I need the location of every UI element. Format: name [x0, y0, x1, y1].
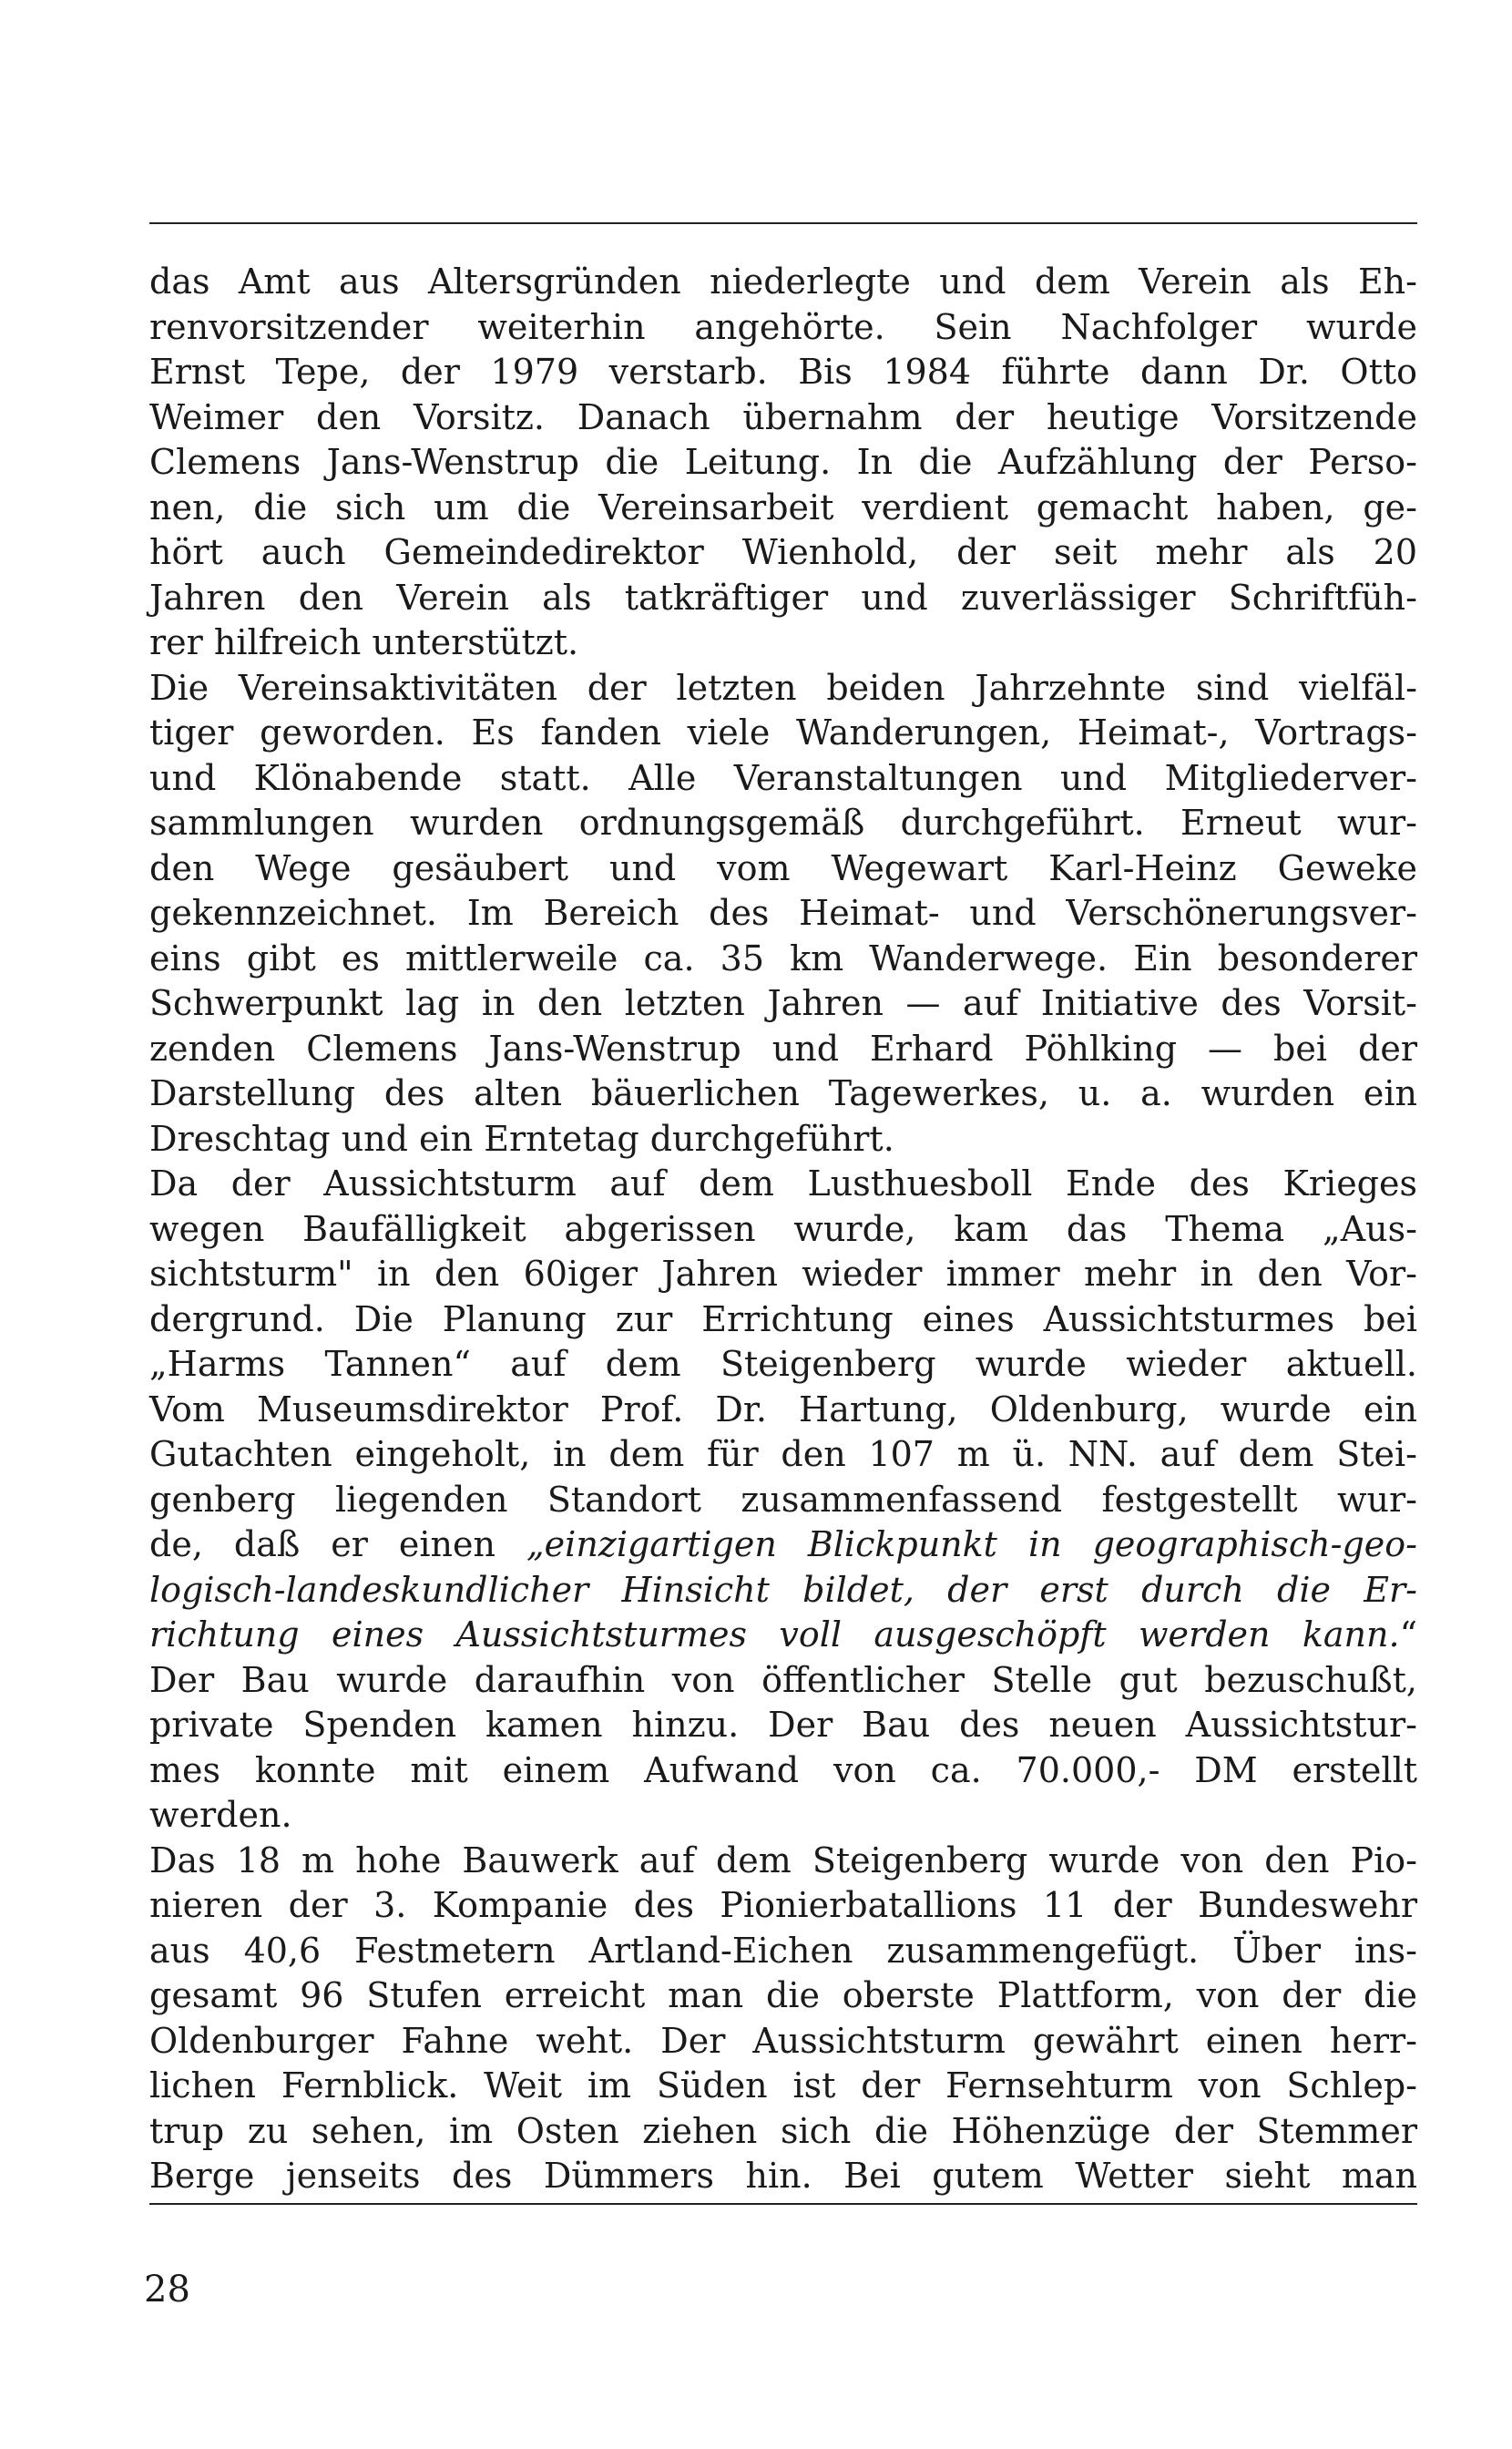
text-line: Weimer den Vorsitz. Danach übernahm der heutige Vorsitzende: [149, 396, 1417, 437]
quote-text: richtung eines Aussichtsturmes voll ausgeschöpft werden kann.: [149, 1614, 1400, 1655]
text-line: rer hilfreich unterstützt.: [149, 622, 579, 662]
text-line: Jahren den Verein als tatkräftiger und zuverlässiger Schriftfüh-: [149, 577, 1417, 618]
text-line: Da der Aussichtsturm auf dem Lusthuesboll Ende des Krieges: [149, 1163, 1417, 1204]
top-rule: [149, 222, 1417, 224]
text-line: zenden Clemens Jans-Wenstrup und Erhard Pöhlking — bei der: [149, 1028, 1417, 1069]
text-line: Ernst Tepe, der 1979 verstarb. Bis 1984 führte dann Dr. Otto: [149, 352, 1417, 392]
bottom-rule: [149, 2203, 1417, 2205]
text-line: Oldenburger Fahne weht. Der Aussichtsturm gewährt einen herr-: [149, 2020, 1417, 2061]
text-line: [149, 1568, 1417, 1614]
text-line: dergrund. Die Planung zur Errichtung eines Aussichtsturmes bei: [149, 1298, 1417, 1339]
quote-text: „einzigartigen Blickpunkt in geographisch-geo-: [526, 1524, 1417, 1564]
text-line: werden.: [149, 1795, 292, 1835]
text-line: Das 18 m hohe Bauwerk auf dem Steigenberg wurde von den Pio-: [149, 1839, 1417, 1880]
text-line: nieren der 3. Kompanie des Pionierbatallions 11 der Bundeswehr: [149, 1885, 1417, 1925]
text-line: Darstellung des alten bäuerlichen Tagewerkes, u. a. wurden ein: [149, 1073, 1417, 1113]
text-line: nen, die sich um die Vereinsarbeit verdient gemacht haben, ge-: [149, 487, 1417, 528]
text-line: tiger geworden. Es fanden viele Wanderungen, Heimat-, Vortrags-: [149, 712, 1417, 753]
body-text: [149, 260, 1417, 2199]
text-line: Die Vereinsaktivitäten der letzten beiden Jahrzehnte sind vielfäl-: [149, 667, 1417, 708]
text-line: lichen Fernblick. Weit im Süden ist der Fernsehturm von Schlep-: [149, 2065, 1417, 2106]
text-line: sichtsturm" in den 60iger Jahren wieder immer mehr in den Vor-: [149, 1254, 1417, 1294]
text-line: Dreschtag und ein Erntetag durchgeführt.: [149, 1118, 894, 1159]
text-line: mes konnte mit einem Aufwand von ca. 70.000,- DM erstellt: [149, 1749, 1417, 1790]
quote-text: logisch-landeskundlicher Hinsicht bildet, der erst durch die Er-: [149, 1569, 1417, 1610]
text-line: gekennzeichnet. Im Bereich des Heimat- und Verschönerungsver-: [149, 893, 1417, 933]
text-line: sammlungen wurden ordnungsgemäß durchgeführt. Erneut wur-: [149, 803, 1417, 843]
page-number: 28: [144, 2269, 190, 2311]
text-line: Gutachten eingeholt, in dem für den 107 m ü. NN. auf dem Stei-: [149, 1434, 1417, 1474]
text-line: „Harms Tannen“ auf dem Steigenberg wurde wieder aktuell.: [149, 1344, 1417, 1384]
text-line: Der Bau wurde daraufhin von öffentlicher Stelle gut bezuschußt,: [149, 1659, 1417, 1700]
text-line: den Wege gesäubert und vom Wegewart Karl-Heinz Geweke: [149, 847, 1417, 888]
text-line: [149, 1613, 1417, 1658]
text-line: eins gibt es mittlerweile ca. 35 km Wanderwege. Ein besonderer: [149, 938, 1417, 979]
text-line: [149, 1522, 1417, 1568]
text-line: aus 40,6 Festmetern Artland-Eichen zusammengefügt. Über ins-: [149, 1930, 1417, 1971]
text-line: private Spenden kamen hinzu. Der Bau des neuen Aussichtstur-: [149, 1705, 1417, 1745]
text-line: das Amt aus Altersgründen niederlegte und dem Verein als Eh-: [149, 261, 1417, 302]
text-line: Berge jenseits des Dümmers hin. Bei gutem Wetter sieht man: [149, 2156, 1417, 2196]
text-line: Clemens Jans-Wenstrup die Leitung. In die Aufzählung der Perso-: [149, 442, 1417, 482]
text-line: wegen Baufälligkeit abgerissen wurde, kam das Thema „Aus-: [149, 1208, 1417, 1249]
text-line: gesamt 96 Stufen erreicht man die oberste Plattform, von der die: [149, 1975, 1417, 2015]
text-line: renvorsitzender weiterhin angehörte. Sein Nachfolger wurde: [149, 306, 1417, 347]
quote-lead-in: de, daß er einen: [149, 1524, 526, 1564]
text-line: trup zu sehen, im Osten ziehen sich die Höhenzüge der Stemmer: [149, 2110, 1417, 2151]
text-line: Schwerpunkt lag in den letzten Jahren — auf Initiative des Vorsit-: [149, 983, 1417, 1023]
text-line: hört auch Gemeindedirektor Wienhold, der seit mehr als 20: [149, 532, 1417, 572]
text-line: Vom Museumsdirektor Prof. Dr. Hartung, Oldenburg, wurde ein: [149, 1388, 1417, 1429]
text-line: genberg liegenden Standort zusammenfassend festgestellt wur-: [149, 1479, 1417, 1520]
quote-close: “: [1399, 1614, 1417, 1655]
text-line: und Klönabende statt. Alle Veranstaltungen und Mitgliederver-: [149, 757, 1417, 798]
